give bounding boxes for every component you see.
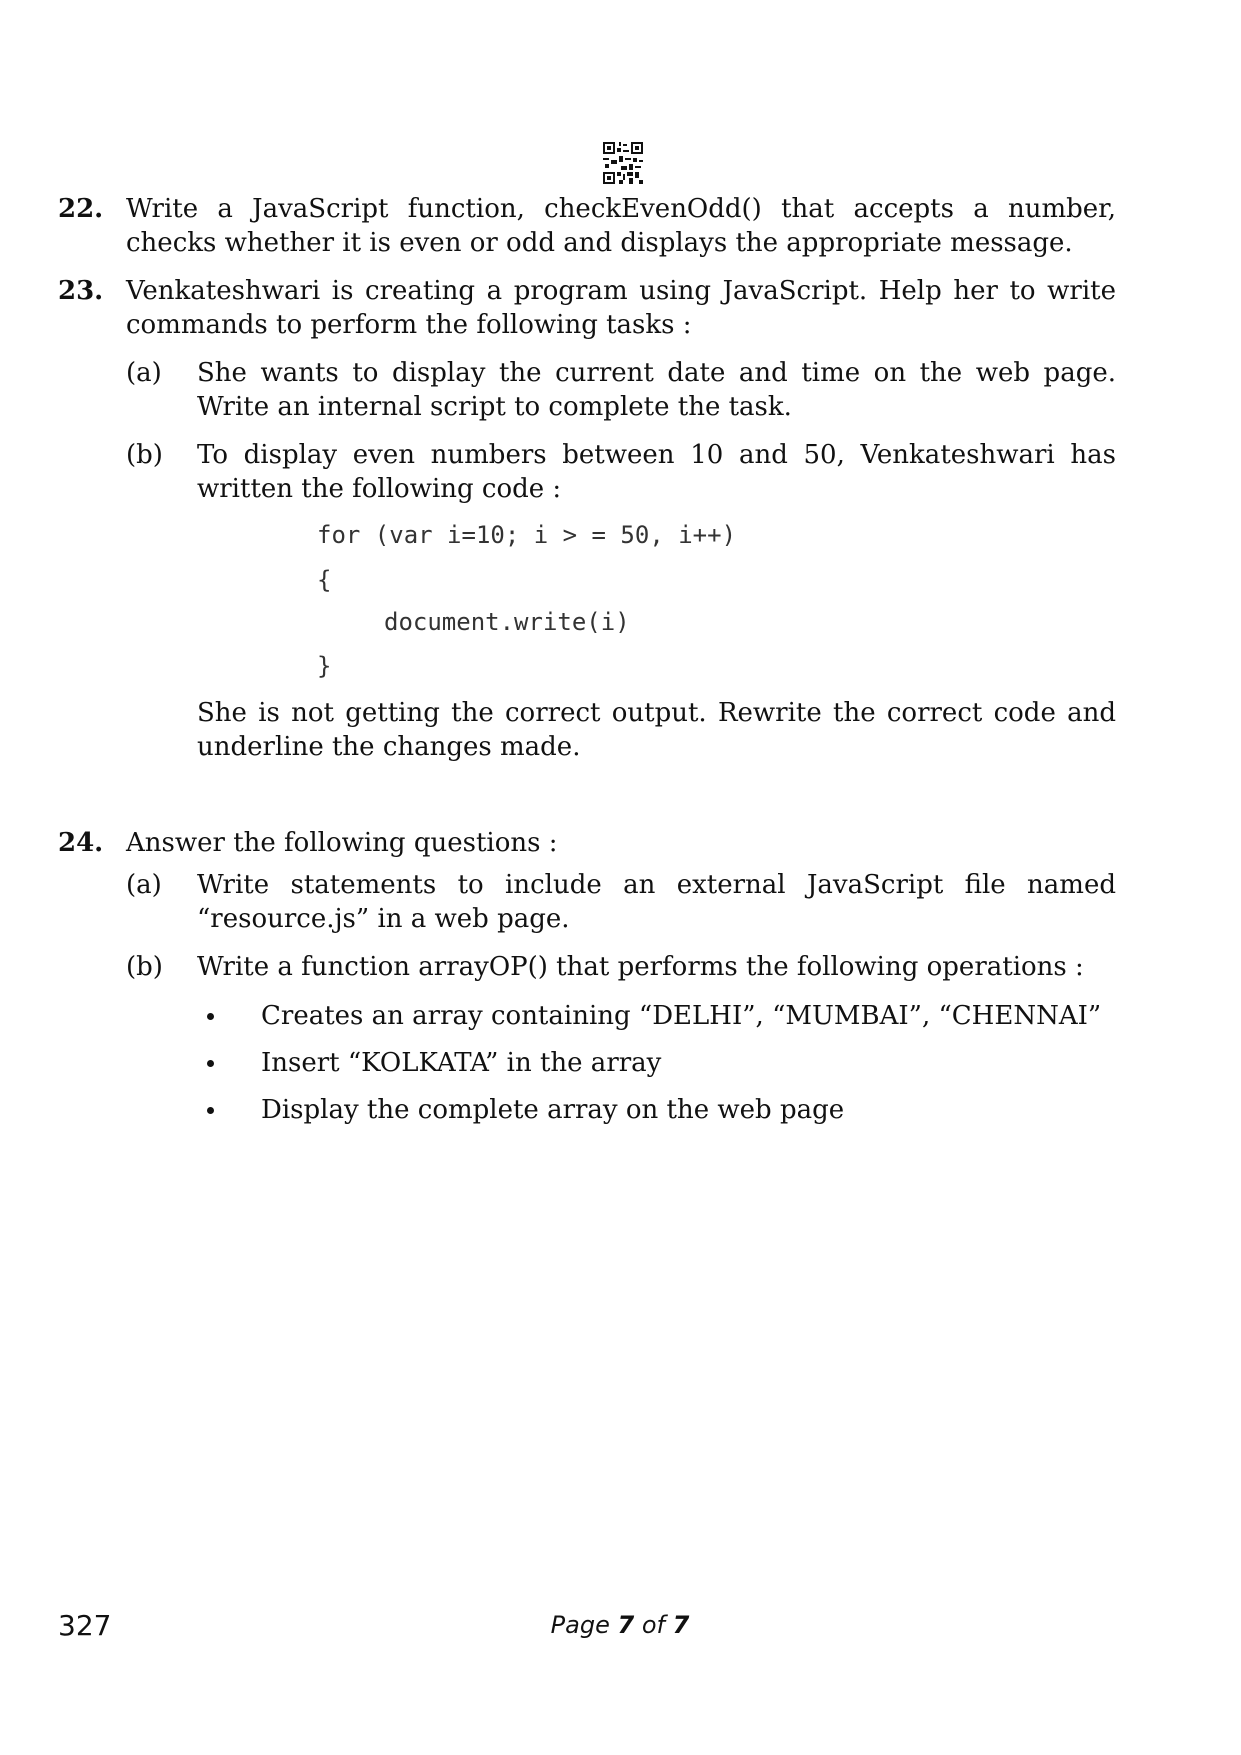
page-number: [500, 1611, 740, 1639]
qr-code-icon: [603, 142, 643, 184]
code-line-2: {: [317, 566, 332, 594]
question-22-text: Write a JavaScript function, checkEvenOdd() that accepts a number, checks whether it is even or odd and displays the appropriate message.: [126, 194, 1116, 258]
question-24-text: Answer the following questions :: [126, 828, 558, 858]
page-total: 7: [672, 1611, 690, 1639]
question-24b-text: Write a function arrayOP() that performs the following operations :: [197, 952, 1084, 982]
question-23a-label: (a): [126, 358, 162, 388]
paper-code: 327: [58, 1609, 112, 1642]
page-current: 7: [617, 1611, 635, 1639]
code-line-1: for (var i=10; i > = 50, i++): [317, 521, 737, 549]
question-23-number: 23.: [58, 276, 104, 306]
of-word: of: [641, 1611, 665, 1639]
code-line-3: document.write(i): [384, 608, 630, 636]
question-23b-label: (b): [126, 440, 163, 470]
question-23b-after-text: She is not getting the correct output. Rewrite the correct code and underline the changes made.: [197, 698, 1116, 762]
question-23b-text: To display even numbers between 10 and 50, Venkateshwari has written the following code :: [197, 440, 1116, 504]
question-23a-text: She wants to display the current date and time on the web page. Write an internal script to complete the task.: [197, 358, 1116, 422]
bullet-icon: [207, 1013, 214, 1020]
question-24a-text: Write statements to include an external JavaScript file named “resource.js” in a web page.: [197, 870, 1116, 934]
list-item: Insert “KOLKATA” in the array: [261, 1048, 662, 1078]
question-24-number: 24.: [58, 828, 104, 858]
question-24b-label: (b): [126, 952, 163, 982]
list-item: Creates an array containing “DELHI”, “MUMBAI”, “CHENNAI”: [261, 1001, 1102, 1031]
page-word: Page: [550, 1611, 610, 1639]
question-22-number: 22.: [58, 194, 104, 224]
code-line-4: }: [317, 652, 332, 680]
bullet-icon: [207, 1107, 214, 1114]
question-24a-label: (a): [126, 870, 162, 900]
question-23-text: Venkateshwari is creating a program using JavaScript. Help her to write commands to perform the following tasks :: [126, 276, 1116, 340]
bullet-icon: [207, 1060, 214, 1067]
list-item: Display the complete array on the web page: [261, 1095, 845, 1125]
